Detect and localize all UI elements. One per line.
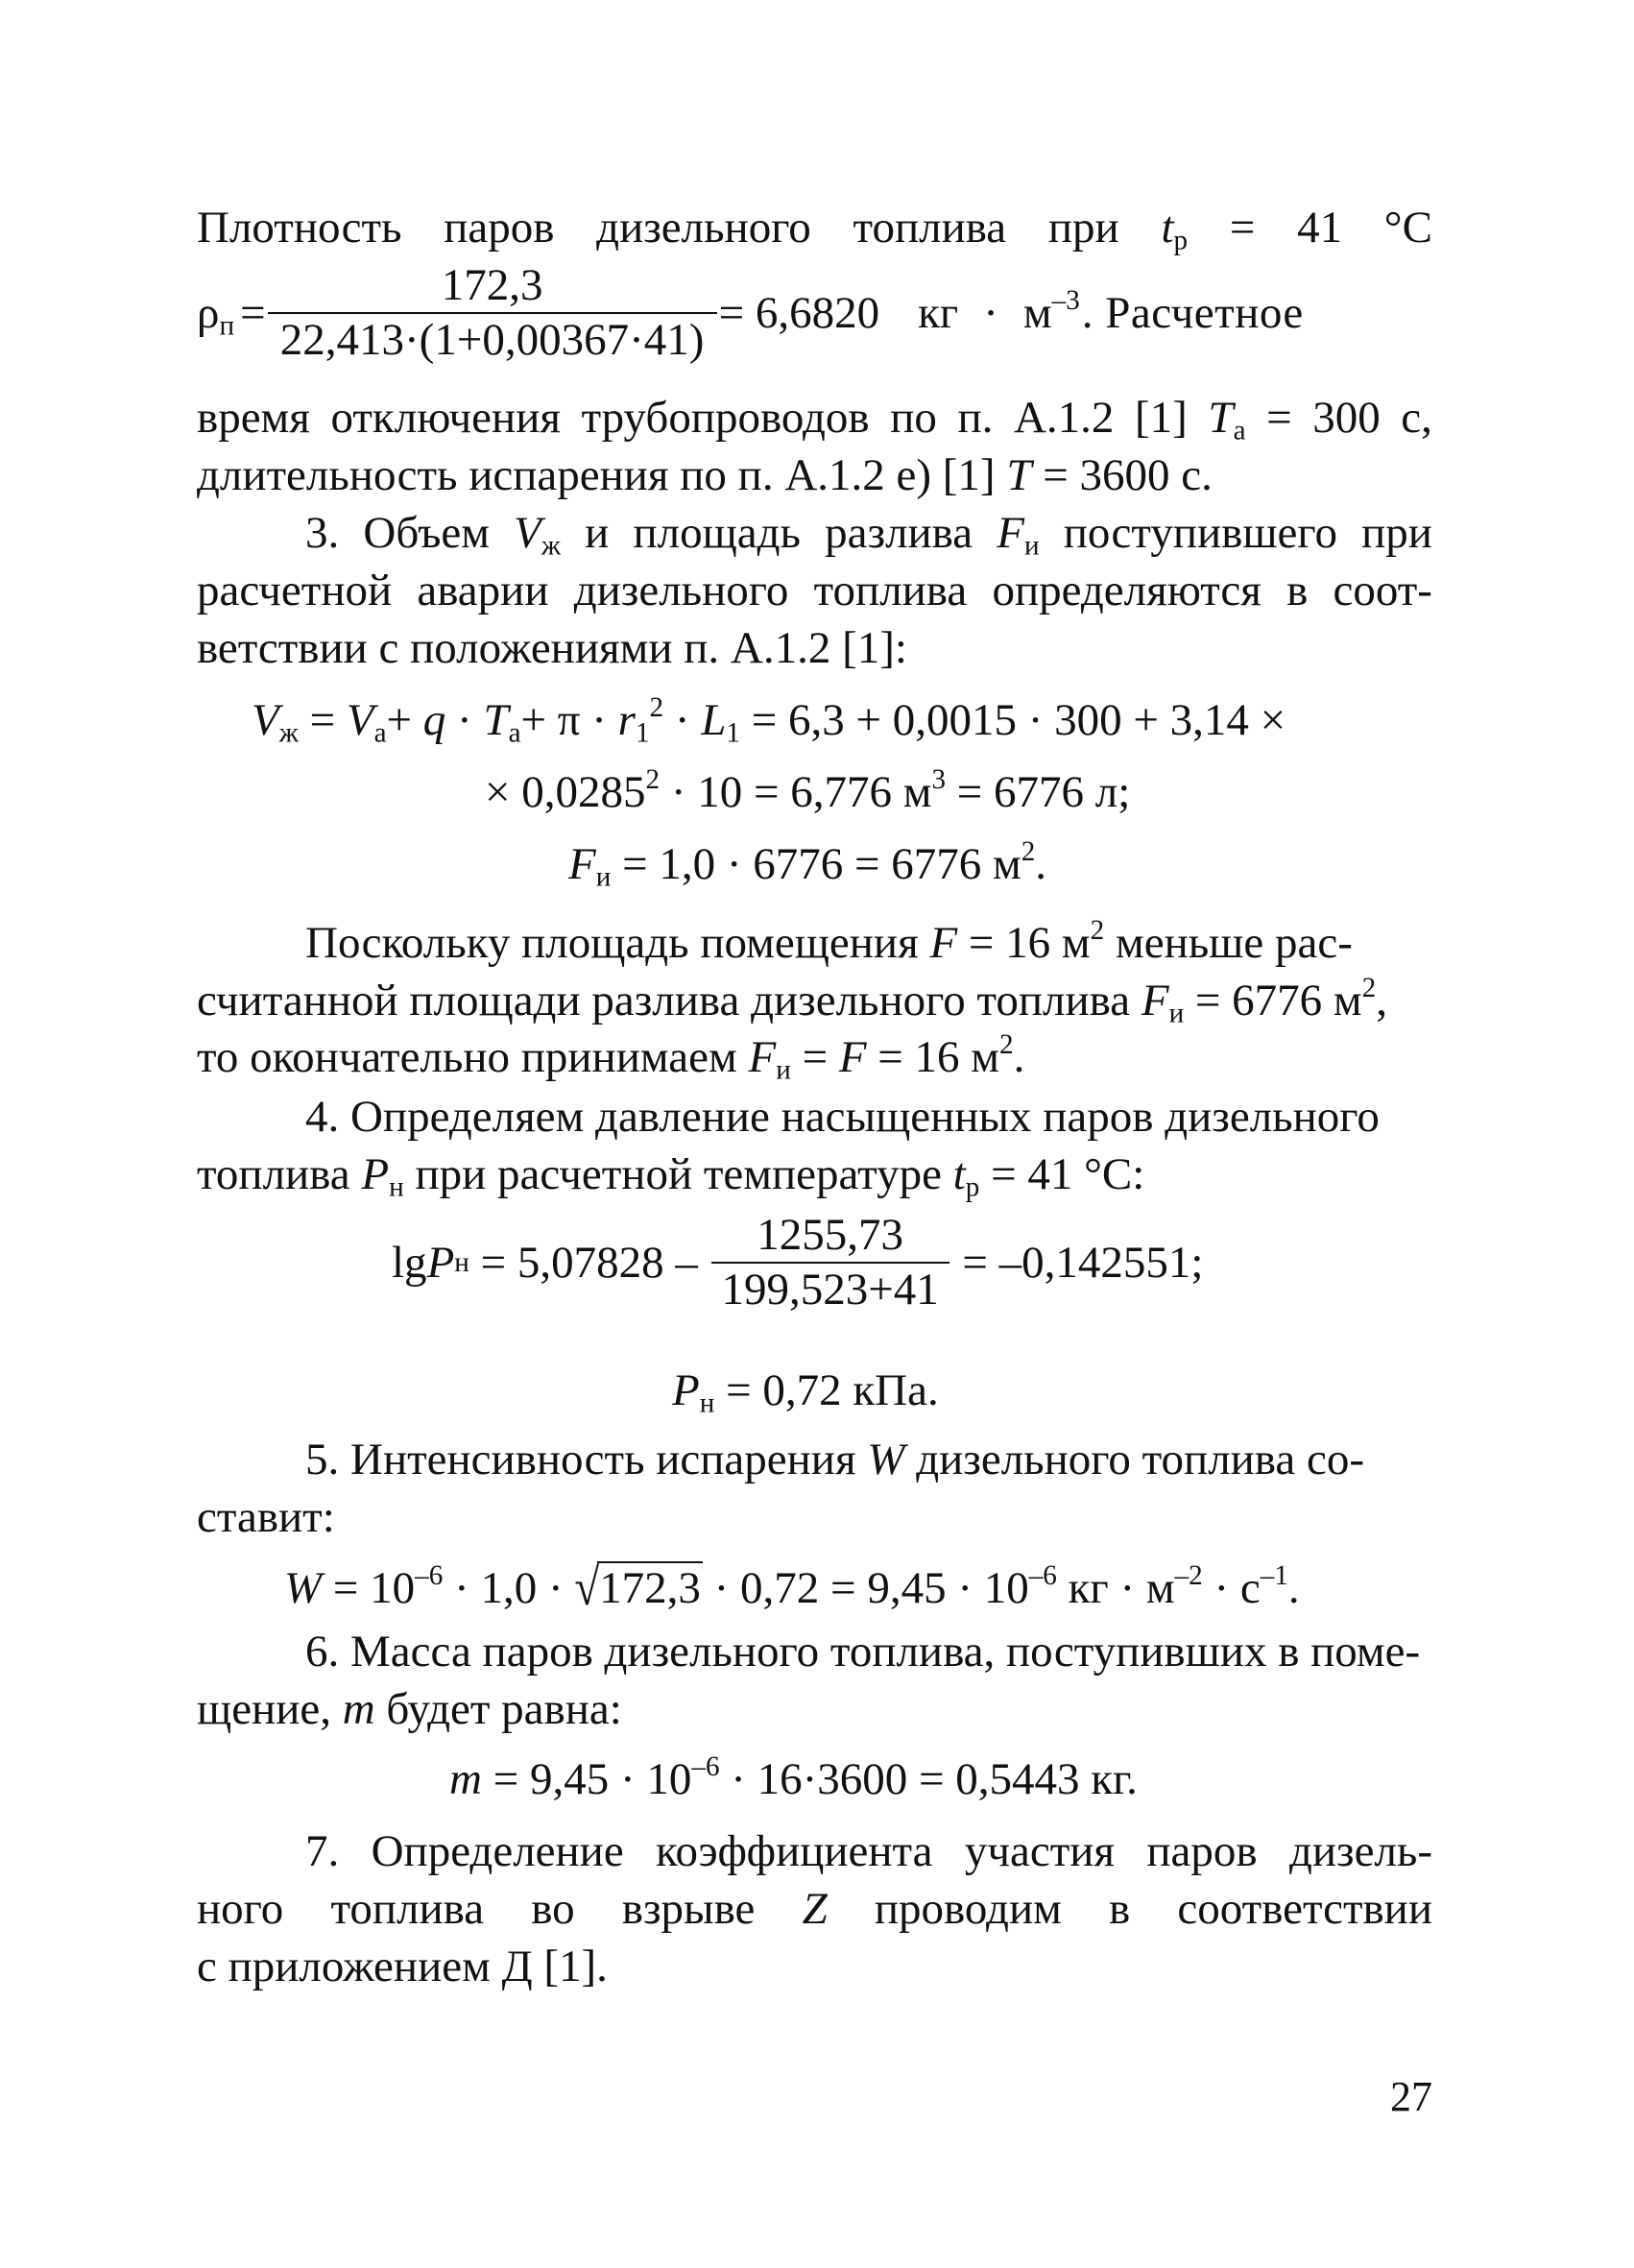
text-line: расчетной аварии дизельного топлива определяются в соот- — [197, 566, 1432, 615]
text-line: 6. Масса паров дизельного топлива, поступивших в поме- — [305, 1627, 1421, 1677]
word: 41 — [1297, 203, 1343, 253]
evaporation-formula: $W = 10^{-6} \cdot 1,0 \cdot √172,3 \cdot 0,72 = 9,45 \cdot 10^{-6}$ кг · $м^{-2} \cdot с^{-1}$. — [284, 1559, 1300, 1617]
pressure-result: $P_н = 0,72$ кПа. — [672, 1365, 939, 1419]
fraction-numerator: 1255,73 — [757, 1210, 904, 1260]
lg-fraction — [715, 1210, 946, 1315]
density-result: = 6,6820 — [718, 287, 880, 338]
word: при — [1047, 203, 1119, 253]
word: = — [1229, 203, 1256, 253]
text-line: топлива $P_н$ при расчетной температуре $t_р = 41$ °С: — [197, 1149, 1145, 1203]
rho-symbol: $\rho_п$ — [197, 287, 235, 341]
density-fraction — [272, 260, 713, 365]
word: Плотность — [197, 203, 402, 253]
word: . Расчетное — [1081, 287, 1304, 338]
mass-formula: $m = 9,45 \cdot 10^{-6} \cdot 16\cdot 3600 = 0,5443$ кг. — [449, 1751, 1138, 1804]
volume-formula-cont: × $0,0285^2 \cdot 10 = 6,776$ $м^3 = 6776$ л; — [485, 764, 1131, 817]
unit-dot: · — [983, 287, 998, 338]
fraction-denominator: 199,523+41 — [711, 1262, 949, 1313]
temperature-symbol: $t_р$ — [1161, 203, 1189, 256]
text-line: 7. Определение коэффициента участия паров дизель- — [305, 1826, 1432, 1876]
sqrt-icon: √ — [574, 1559, 600, 1617]
text-line: время отключения трубопроводов по п. А.1.2 [1] $T_а$ = 300 с, — [197, 393, 1432, 446]
word: °С — [1383, 203, 1432, 253]
text-line: 4. Определяем давление насыщенных паров дизельного — [305, 1092, 1380, 1142]
word: дизельного — [596, 203, 811, 253]
sqrt-argument: 172,3 — [599, 1563, 701, 1613]
text-line: с приложением Д [1]. — [197, 1942, 608, 1991]
text-line: длительность испарения по п. А.1.2 е) [1] T = 3600 с. — [197, 450, 1213, 500]
text-line: Поскольку площадь помещения F = 16 $м^2$ меньше рас- — [305, 915, 1353, 968]
page-number: 27 — [1390, 2073, 1432, 2120]
text-line: 3. Объем $V_ж$ и площадь разлива $F_и$ поступившего при — [305, 508, 1432, 562]
fraction-denominator: 22,413·(1+0,00367·41) — [268, 312, 717, 363]
area-formula: $F_и = 1,0 \cdot 6776 = 6776$ $м^2$. — [568, 836, 1047, 893]
lg-formula: lg P н = 5,07828 – $\frac{1255,73}{199,523+41}$ = –0,142551; — [392, 1210, 1204, 1315]
word: топлива — [853, 203, 1007, 253]
unit-kg: кг — [918, 287, 959, 338]
text-line: ного топлива во взрыве Z проводим в соответствии — [197, 1884, 1432, 1934]
text-line: считанной площади разлива дизельного топлива $F_и = 6776$ $м^2$, — [197, 973, 1387, 1029]
text-line: ставит: — [197, 1492, 335, 1542]
unit-m: $м^{-3}$ — [1022, 284, 1080, 338]
density-formula — [197, 260, 1304, 365]
fraction-numerator: 172,3 — [441, 260, 543, 310]
text-line: ветствии с положениями п. А.1.2 [1]: — [197, 623, 907, 673]
equals: = — [240, 287, 266, 338]
text-line: щение, m будет равна: — [197, 1684, 622, 1734]
text-line — [197, 203, 1432, 256]
text-line: 5. Интенсивность испарения W дизельного топлива со- — [305, 1435, 1364, 1484]
text-line: то окончательно принимаем $F_и = F = 16$ $м^2$. — [197, 1029, 1025, 1086]
word: паров — [444, 203, 555, 253]
volume-formula: $V_ж = V_а+ q \cdot T_а+ \pi \cdot r_1^2 \cdot L_1 = 6,3 + 0,0015 \cdot 300 + 3,14$ × — [252, 692, 1286, 749]
